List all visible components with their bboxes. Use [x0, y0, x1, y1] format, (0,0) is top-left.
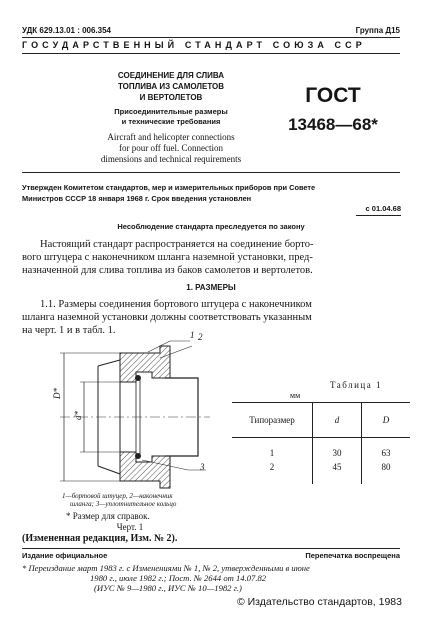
- title-band: ГОСУДАРСТВЕННЫЙ СТАНДАРТ СОЮЗА ССР: [22, 40, 366, 50]
- intro-line: назначенной для слива топлива из баков самолетов и вертолетов.: [22, 265, 313, 276]
- table-cell: 63: [381, 448, 391, 458]
- legend-line: 1—бортовой штуцер, 2—наконечник: [62, 492, 173, 500]
- dimensions-table: [232, 402, 410, 484]
- footnote-reference: * Размер для справок.: [66, 511, 150, 521]
- section-line: шланга наземной установки должны соответствовать указанным: [22, 312, 312, 323]
- seal-ring-icon: [135, 375, 141, 381]
- section-line: 1.1. Размеры соединения бортового штуцера с наконечником: [40, 299, 312, 310]
- date-underline: [356, 215, 401, 216]
- reissue-line: * Переиздание март 1983 г. с Изменениями № 1, № 2, утвержденными в июне: [22, 563, 310, 573]
- gost-label: ГОСТ: [305, 84, 361, 107]
- english-name-line: dimensions and technical requirements: [100, 154, 242, 164]
- standard-name-line: ТОПЛИВА ИЗ САМОЛЕТОВ: [117, 82, 225, 91]
- upper-section: [120, 346, 170, 382]
- reissue-line: (ИУС № 9—1980 г., ИУС № 10—1982 г.): [94, 583, 242, 593]
- standard-name-ru: [82, 70, 260, 103]
- label-D: D*: [52, 388, 62, 399]
- drawing-caption: Черт. 1: [116, 522, 144, 532]
- intro-line: Настоящий стандарт распространяется на соединение борто-: [40, 239, 314, 250]
- connection-drawing: [40, 338, 215, 496]
- seal-ring-icon: [135, 453, 141, 459]
- column-header: Типоразмер: [232, 403, 313, 438]
- gost-number: 13468—68*: [288, 115, 378, 134]
- section-line: на черт. 1 и в табл. 1.: [22, 325, 116, 336]
- official-edition: Издание официальное: [22, 551, 108, 560]
- table-header-row: [232, 403, 410, 438]
- section-paragraph: [22, 298, 407, 337]
- column-header: D: [362, 403, 411, 438]
- standard-subtitle-ru: [82, 107, 260, 127]
- table-row: [232, 446, 410, 460]
- divider-footer: [22, 548, 400, 549]
- standard-name-line: СОЕДИНЕНИЕ ДЛЯ СЛИВА: [117, 71, 225, 80]
- effective-date: с 01.04.68: [365, 204, 401, 213]
- reissue-note: [22, 563, 407, 593]
- table-cell: 30: [313, 446, 362, 460]
- section-heading: 1. РАЗМЕРЫ: [186, 283, 236, 292]
- table-cell: 2: [232, 460, 313, 474]
- intro-paragraph: [22, 238, 407, 277]
- table-title: Таблица 1: [330, 380, 382, 390]
- warning-text: Несоблюдение стандарта преследуется по закону: [117, 222, 305, 231]
- english-name-line: for pour off fuel. Connection: [118, 143, 224, 153]
- lower-section: [120, 452, 170, 488]
- legend-line: шланга; 3—уплотнительное кольцо: [70, 500, 177, 508]
- english-name-line: Aircraft and helicopter connections: [107, 132, 235, 142]
- reissue-line: 1980 г., июле 1982 г.; Пост. № 2644 от 14.07.82: [90, 573, 267, 583]
- copyright: © Издательство стандартов, 1983: [236, 596, 402, 608]
- standard-name-line: И ВЕРТОЛЕТОВ: [139, 93, 203, 102]
- approval-text: [22, 182, 402, 204]
- callout-2: 2: [198, 332, 203, 342]
- divider-title: [22, 172, 400, 173]
- revision-note: (Измененная редакция, Изм. № 2).: [22, 533, 178, 544]
- intro-line: вого штуцера с наконечником шланга наземной установки, пред-: [22, 252, 313, 263]
- table-row: [232, 460, 410, 474]
- table-cell: 1: [232, 446, 313, 460]
- subtitle-line: и технические требования: [121, 117, 221, 126]
- approval-line: Утвержден Комитетом стандартов, мер и измерительных приборов при Совете: [22, 183, 316, 192]
- column-header: d: [313, 403, 362, 438]
- udk-code: УДК 629.13.01 : 006.354: [22, 26, 111, 35]
- reprint-notice: Перепечатка воспрещена: [305, 551, 400, 560]
- group-code: Группа Д15: [355, 26, 400, 35]
- label-d: d*: [73, 411, 83, 420]
- approval-line: Министров СССР 18 января 1968 г. Срок введения установлен: [22, 194, 252, 203]
- subtitle-line: Присоединительные размеры: [114, 107, 228, 116]
- callout-3: 3: [200, 462, 205, 472]
- standard-name-en: [82, 132, 260, 165]
- table-cell: 45: [313, 460, 362, 474]
- table-cell: 80: [381, 462, 391, 472]
- drawing-legend: [62, 492, 176, 508]
- table-unit: мм: [290, 391, 301, 400]
- callout-1: 1: [190, 330, 195, 340]
- divider-top: [22, 37, 400, 38]
- divider-band: [22, 53, 400, 54]
